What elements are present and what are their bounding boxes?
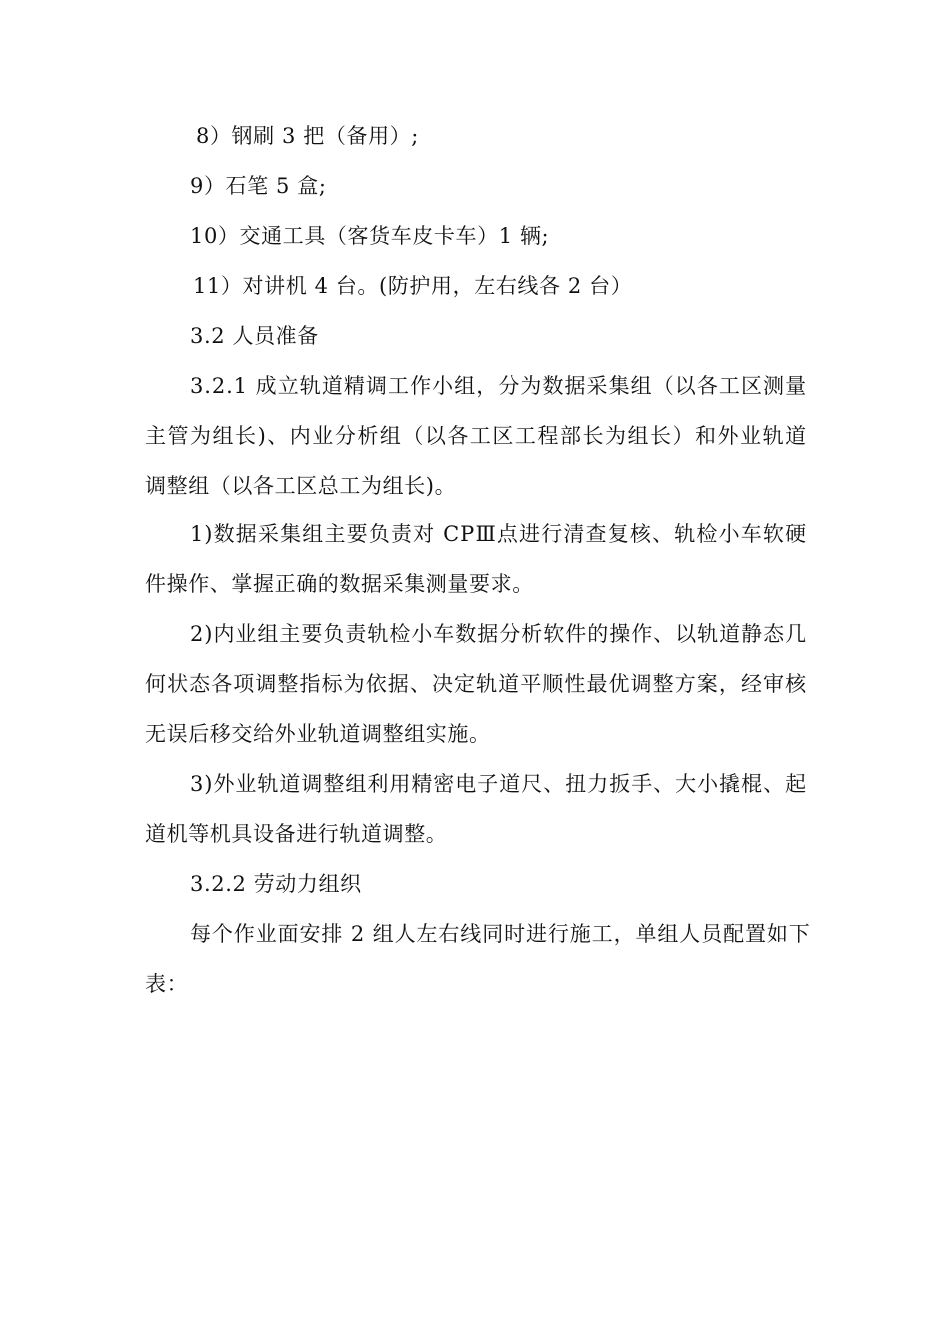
paragraph-item-2-line-3: 无误后移交给外业轨道调整组实施。 bbox=[145, 722, 491, 746]
paragraph-3-2-1-line-2: 主管为组长)、内业分析组（以各工区工程部长为组长）和外业轨道 bbox=[145, 424, 807, 448]
paragraph-item-1-line-1: 1)数据采集组主要负责对 CPⅢ点进行清查复核、轨检小车软硬 bbox=[190, 522, 807, 546]
paragraph-3-2-1-line-3: 调整组（以各工区总工为组长)。 bbox=[145, 474, 457, 498]
list-item-8: 8）钢刷 3 把（备用）; bbox=[196, 124, 419, 148]
paragraph-item-2-line-2: 何状态各项调整指标为依据、决定轨道平顺性最优调整方案，经审核 bbox=[145, 672, 807, 696]
section-heading-3-2-2: 3.2.2 劳动力组织 bbox=[190, 872, 362, 896]
paragraph-item-3-line-2: 道机等机具设备进行轨道调整。 bbox=[145, 822, 448, 846]
list-item-11: 11）对讲机 4 台。(防护用，左右线各 2 台） bbox=[193, 274, 633, 298]
paragraph-item-3-line-1: 3)外业轨道调整组利用精密电子道尺、扭力扳手、大小撬棍、起 bbox=[190, 772, 807, 796]
paragraph-3-2-1-line-1: 3.2.1 成立轨道精调工作小组，分为数据采集组（以各工区测量 bbox=[190, 374, 807, 398]
list-item-9: 9）石笔 5 盒; bbox=[190, 174, 327, 198]
paragraph-item-2-line-1: 2)内业组主要负责轨检小车数据分析软件的操作、以轨道静态几 bbox=[190, 622, 807, 646]
list-item-10: 10）交通工具（客货车皮卡车）1 辆; bbox=[190, 224, 550, 248]
paragraph-item-1-line-2: 件操作、掌握正确的数据采集测量要求。 bbox=[145, 572, 534, 596]
paragraph-labor-line-1: 每个作业面安排 2 组人左右线同时进行施工，单组人员配置如下 bbox=[190, 922, 811, 946]
paragraph-labor-line-2: 表： bbox=[145, 972, 189, 996]
section-heading-3-2: 3.2 人员准备 bbox=[190, 324, 319, 348]
